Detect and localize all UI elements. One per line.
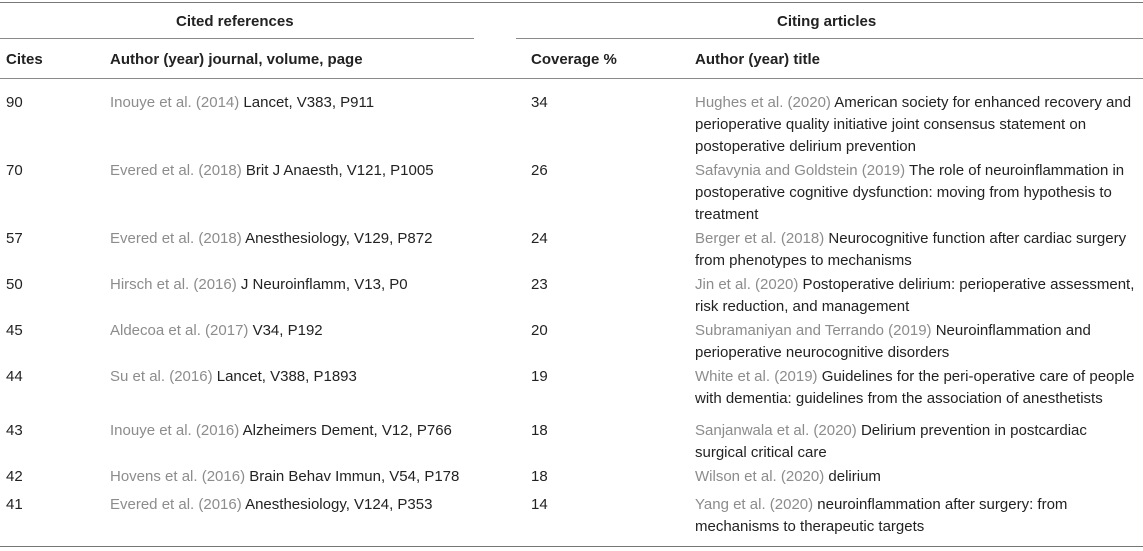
reference-author: Inouye et al. (2014) <box>110 94 240 111</box>
coverage-cell: 24 <box>531 230 548 247</box>
coverage-cell: 18 <box>531 422 548 439</box>
reference-cell <box>110 420 490 442</box>
reference-source: J Neuroinflamm, V13, P0 <box>236 276 408 293</box>
cites-cell: 57 <box>6 230 23 247</box>
reference-source: Lancet, V383, P911 <box>239 94 375 111</box>
coverage-cell: 34 <box>531 94 548 111</box>
coverage-cell: 26 <box>531 162 548 179</box>
reference-cell <box>110 466 490 488</box>
column-header-article: Author (year) title <box>695 51 821 68</box>
cites-cell: 41 <box>6 496 23 513</box>
cites-cell: 44 <box>6 368 23 385</box>
reference-source: Alzheimers Dement, V12, P766 <box>239 422 452 439</box>
reference-source: Anesthesiology, V129, P872 <box>241 230 433 247</box>
article-author: Jin et al. (2020) <box>695 276 799 293</box>
article-title: The role of neuroinflammation in postoperative cognitive dysfunction: moving from hypothesis to treatment <box>695 162 1125 223</box>
group-header-citing: Citing articles <box>777 13 877 30</box>
article-title: delirium <box>824 468 881 485</box>
article-cell <box>695 494 1135 538</box>
reference-source: Anesthesiology, V124, P353 <box>241 496 433 513</box>
article-title: Neurocognitive function after cardiac surgery from phenotypes to mechanisms <box>695 230 1127 269</box>
reference-cell <box>110 160 490 182</box>
article-author: Subramaniyan and Terrando (2019) <box>695 322 932 339</box>
article-author: Sanjanwala et al. (2020) <box>695 422 857 439</box>
reference-cell <box>110 274 490 296</box>
coverage-cell: 19 <box>531 368 548 385</box>
article-title: American society for enhanced recovery and perioperative quality initiative joint consensus statement on postoperative delirium prevention <box>695 94 1132 155</box>
article-cell <box>695 92 1135 158</box>
article-title: Delirium prevention in postcardiac surgical critical care <box>695 422 1087 461</box>
reference-cell <box>110 320 490 342</box>
group-header-cited: Cited references <box>176 13 294 30</box>
column-header-coverage: Coverage % <box>531 51 617 68</box>
bottom-rule <box>0 546 1143 547</box>
header-rule <box>0 78 1143 79</box>
article-author: White et al. (2019) <box>695 368 818 385</box>
coverage-cell: 23 <box>531 276 548 293</box>
reference-source: Lancet, V388, P1893 <box>212 368 357 385</box>
article-cell <box>695 160 1135 226</box>
cites-cell: 45 <box>6 322 23 339</box>
group-underline-citing <box>516 38 1143 39</box>
article-cell <box>695 228 1135 272</box>
reference-cell <box>110 92 490 114</box>
cites-cell: 42 <box>6 468 23 485</box>
cites-cell: 90 <box>6 94 23 111</box>
article-title: Neuroinflammation and perioperative neurocognitive disorders <box>695 322 1091 361</box>
column-header-reference: Author (year) journal, volume, page <box>110 51 363 68</box>
article-author: Berger et al. (2018) <box>695 230 825 247</box>
article-cell <box>695 320 1135 364</box>
cites-cell: 43 <box>6 422 23 439</box>
group-underline-cited <box>0 38 474 39</box>
cites-cell: 50 <box>6 276 23 293</box>
reference-source: Brain Behav Immun, V54, P178 <box>245 468 460 485</box>
reference-cell <box>110 494 490 516</box>
coverage-cell: 20 <box>531 322 548 339</box>
reference-source: V34, P192 <box>248 322 323 339</box>
article-cell <box>695 420 1135 464</box>
reference-author: Su et al. (2016) <box>110 368 213 385</box>
column-header-cites: Cites <box>6 51 43 68</box>
article-author: Safavynia and Goldstein (2019) <box>695 162 906 179</box>
reference-author: Hirsch et al. (2016) <box>110 276 237 293</box>
reference-author: Evered et al. (2016) <box>110 496 242 513</box>
reference-author: Inouye et al. (2016) <box>110 422 240 439</box>
coverage-cell: 18 <box>531 468 548 485</box>
article-title: Guidelines for the peri-operative care of people with dementia: guidelines from the association of anesthetists <box>695 368 1135 407</box>
reference-author: Hovens et al. (2016) <box>110 468 246 485</box>
top-rule <box>0 2 1143 3</box>
cites-cell: 70 <box>6 162 23 179</box>
article-author: Yang et al. (2020) <box>695 496 814 513</box>
article-title: Postoperative delirium: perioperative assessment, risk reduction, and management <box>695 276 1135 315</box>
reference-cell <box>110 366 490 388</box>
reference-cell <box>110 228 490 250</box>
reference-source: Brit J Anaesth, V121, P1005 <box>241 162 434 179</box>
article-cell <box>695 366 1135 410</box>
article-author: Wilson et al. (2020) <box>695 468 825 485</box>
reference-author: Evered et al. (2018) <box>110 162 242 179</box>
coverage-cell: 14 <box>531 496 548 513</box>
article-cell <box>695 274 1135 318</box>
reference-author: Aldecoa et al. (2017) <box>110 322 249 339</box>
article-cell <box>695 466 1135 488</box>
article-author: Hughes et al. (2020) <box>695 94 831 111</box>
article-title: neuroinflammation after surgery: from mechanisms to therapeutic targets <box>695 496 1068 535</box>
reference-author: Evered et al. (2018) <box>110 230 242 247</box>
